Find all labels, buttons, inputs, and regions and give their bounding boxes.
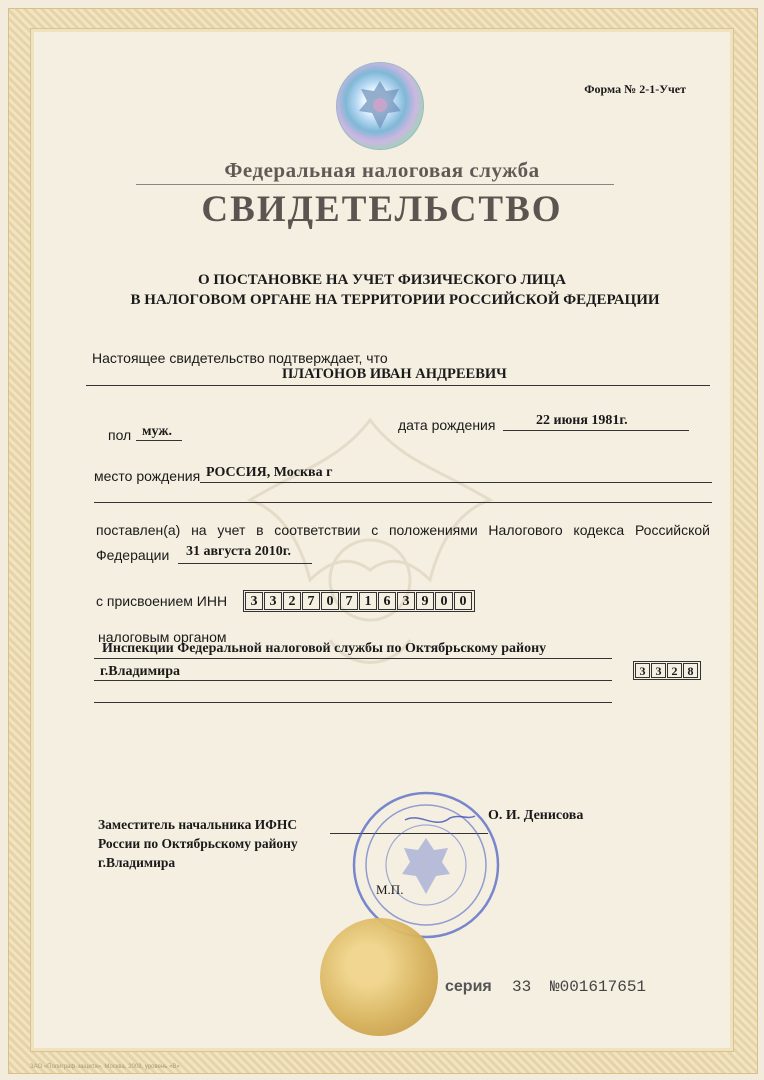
- tax-authority-underline-3: [94, 702, 612, 703]
- tax-authority-code-boxes: [633, 661, 701, 680]
- birth-date-underline: [503, 430, 689, 431]
- inn-digit: 6: [378, 592, 396, 610]
- subtitle-line-2: В НАЛОГОВОМ ОРГАНЕ НА ТЕРРИТОРИИ РОССИЙСКОЙ ФЕДЕРАЦИИ: [130, 292, 660, 308]
- tax-authority-line-1: Инспекции Федеральной налоговой службы по Октябрьскому району: [102, 641, 547, 656]
- inn-digit: 1: [359, 592, 377, 610]
- code-digit: 3: [651, 663, 666, 678]
- inn-digit: 2: [283, 592, 301, 610]
- signer-position-line-1: Заместитель начальника ИФНС: [98, 817, 298, 832]
- inn-digit: 3: [264, 592, 282, 610]
- signer-name: О. И. Денисова: [488, 808, 584, 823]
- birth-place-underline: [200, 482, 712, 483]
- stamp-place-label: М.П.: [376, 882, 404, 897]
- code-digit: 2: [667, 663, 682, 678]
- tax-authority-underline-1: [94, 658, 612, 659]
- signer-position-line-3: г.Владимира: [98, 855, 176, 870]
- gold-seal: [320, 918, 438, 1036]
- form-number: Форма № 2-1-Учет: [584, 82, 686, 96]
- sex-label: пол: [108, 427, 132, 443]
- inn-digit: 0: [435, 592, 453, 610]
- inn-digit: 7: [302, 592, 320, 610]
- subtitle-line-1: О ПОСТАНОВКЕ НА УЧЕТ ФИЗИЧЕСКОГО ЛИЦА: [198, 272, 566, 288]
- registered-date: 31 августа 2010г.: [186, 544, 292, 559]
- document-title: СВИДЕТЕЛЬСТВО: [201, 189, 563, 230]
- service-underline: [136, 184, 614, 185]
- signer-position-line-2: России по Октябрьскому району: [98, 836, 298, 851]
- tax-authority-line-2: г.Владимира: [100, 664, 181, 679]
- person-name: ПЛАТОНОВ ИВАН АНДРЕЕВИЧ: [282, 366, 507, 382]
- registered-text: поставлен(а) на учет в соответствии с положениями Налогового кодекса Российской: [96, 522, 710, 538]
- inn-digit: 0: [454, 592, 472, 610]
- series-label: серия: [445, 978, 492, 995]
- inn-label: с присвоением ИНН: [96, 593, 228, 609]
- sex-underline: [136, 440, 182, 441]
- registered-date-underline: [178, 563, 312, 564]
- document-number: №001617651: [550, 978, 647, 996]
- printer-credit: ЗАО «Полиграф-защита», Москва, 2008, уровень «В»: [30, 1064, 180, 1070]
- inn-digit: 3: [245, 592, 263, 610]
- inn-digit: 3: [397, 592, 415, 610]
- signer-position: [98, 815, 298, 872]
- code-digit: 3: [635, 663, 650, 678]
- birth-date-label: дата рождения: [398, 417, 496, 433]
- inn-boxes: [243, 590, 475, 612]
- name-underline: [86, 385, 710, 386]
- registered-text-2: Федерации: [96, 547, 170, 563]
- birth-place-label: место рождения: [94, 468, 201, 484]
- service-name: Федеральная налоговая служба: [224, 158, 540, 182]
- tax-authority-underline-2: [94, 680, 612, 681]
- tax-authority-label: налоговым органом: [98, 629, 227, 645]
- birth-date-value: 22 июня 1981г.: [536, 413, 628, 428]
- inn-digit: 7: [340, 592, 358, 610]
- inn-digit: 0: [321, 592, 339, 610]
- confirms-label: Настоящее свидетельство подтверждает, что: [92, 350, 388, 366]
- hologram-emblem: [336, 62, 424, 150]
- inn-digit: 9: [416, 592, 434, 610]
- series-value: 33: [512, 978, 532, 996]
- sex-value: муж.: [142, 424, 173, 439]
- birth-place-underline-2: [94, 502, 712, 503]
- code-digit: 8: [683, 663, 698, 678]
- birth-place-value: РОССИЯ, Москва г: [206, 465, 333, 480]
